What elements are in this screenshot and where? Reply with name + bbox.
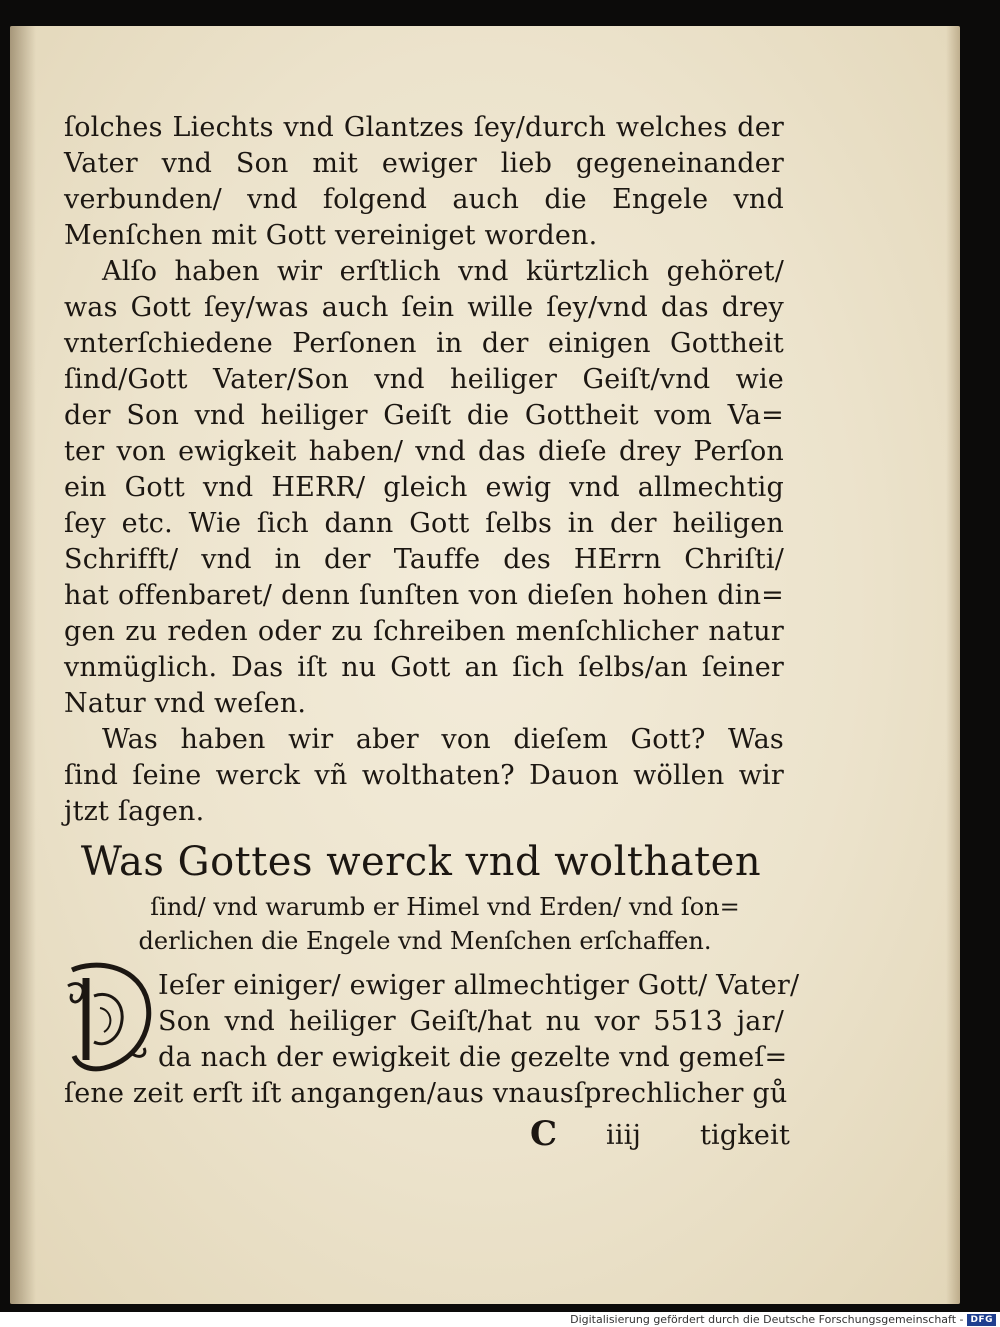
text-line: gen zu reden oder zu ſchreiben menſchlicher natur bbox=[64, 616, 784, 647]
text-line: Son vnd heiliger Geiſt/hat nu vor 5513 jar/ bbox=[158, 1006, 784, 1037]
text-line: Schrifft/ vnd in der Tauffe des HErrn Chriſti/ bbox=[64, 544, 784, 575]
drop-cap-initial bbox=[64, 956, 154, 1076]
text-line: da nach der ewigkeit die gezelte vnd gemeſ= bbox=[158, 1042, 788, 1073]
text-line: ſind ſeine werck vñ wolthaten? Dauon wöllen wir bbox=[64, 760, 784, 791]
book-page bbox=[10, 26, 960, 1304]
page-edge-shadow bbox=[946, 26, 960, 1304]
text-line: Alſo haben wir erſtlich vnd kürtzlich gehöret/ bbox=[102, 256, 784, 287]
section-subheading: ſind/ vnd warumb er Himel vnd Erden/ vnd ſon= bbox=[150, 893, 740, 921]
text-line: ſene zeit erſt iſt angangen/aus vnausſprechlicher gů bbox=[64, 1078, 788, 1109]
text-line: ter von ewigkeit haben/ vnd das dieſe drey Perſon bbox=[64, 436, 784, 467]
text-line: vnmüglich. Das iſt nu Gott an ſich ſelbs/an ſeiner bbox=[64, 652, 784, 683]
section-heading: Was Gottes werck vnd wolthaten bbox=[80, 839, 762, 885]
dfg-logo: DFG bbox=[967, 1314, 996, 1326]
text-line: vnterſchiedene Perſonen in der einigen Gottheit bbox=[64, 328, 784, 359]
text-line: Natur vnd weſen. bbox=[64, 688, 307, 719]
section-subheading: derlichen die Engele vnd Menſchen erſchaffen. bbox=[138, 927, 712, 955]
text-line: der Son vnd heiliger Geiſt die Gottheit vom Va= bbox=[64, 400, 784, 431]
catchword: tigkeit bbox=[700, 1120, 790, 1151]
leaf-number: iiij bbox=[606, 1120, 642, 1151]
text-line: ſind/Gott Vater/Son vnd heiliger Geiſt/vnd wie bbox=[64, 364, 784, 395]
text-line: ſey etc. Wie ſich dann Gott ſelbs in der heiligen bbox=[64, 508, 784, 539]
text-line: ſolches Liechts vnd Glantzes ſey/durch welches der bbox=[64, 112, 784, 143]
text-line: Ieſer einiger/ ewiger allmechtiger Gott/ Vater/ bbox=[158, 970, 800, 1001]
spine-shadow bbox=[10, 26, 36, 1304]
text-line: verbunden/ vnd folgend auch die Engele vnd bbox=[64, 184, 784, 215]
text-line: hat offenbaret/ denn ſunſten von dieſen hohen din= bbox=[64, 580, 784, 611]
digitization-credit bbox=[570, 1312, 996, 1327]
text-line: was Gott ſey/was auch ſein wille ſey/vnd das drey bbox=[64, 292, 784, 323]
text-line: Was haben wir aber von dieſem Gott? Was bbox=[102, 724, 784, 755]
text-line: Menſchen mit Gott vereiniget worden. bbox=[64, 220, 598, 251]
signature-mark: C bbox=[530, 1114, 558, 1154]
text-line: jtzt ſagen. bbox=[64, 796, 205, 827]
text-line: ein Gott vnd HERR/ gleich ewig vnd allmechtig bbox=[64, 472, 784, 503]
credit-text: Digitalisierung gefördert durch die Deutsche Forschungsgemeinschaft - bbox=[570, 1313, 964, 1326]
text-line: Vater vnd Son mit ewiger lieb gegeneinander bbox=[64, 148, 784, 179]
